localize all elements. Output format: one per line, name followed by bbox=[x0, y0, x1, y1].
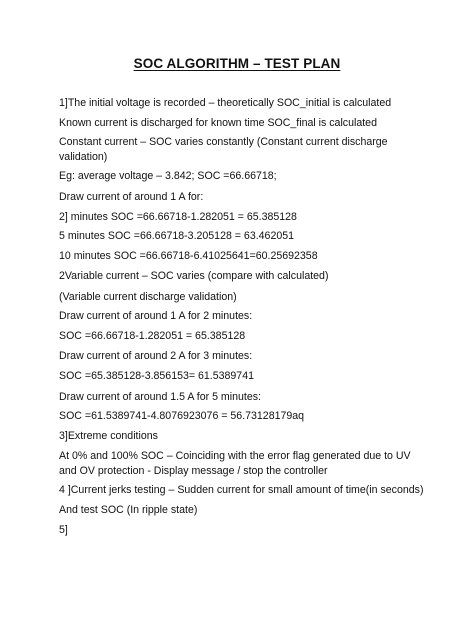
text-line: SOC =61.5389741-4.8076923076 = 56.73128179aq bbox=[59, 410, 305, 422]
text-line: 5 minutes SOC =66.66718-3.205128 = 63.462051 bbox=[59, 230, 295, 242]
text-line: 1]The initial voltage is recorded – theoretically SOC_initial is calculated bbox=[59, 97, 392, 109]
text-line: 2] minutes SOC =66.66718-1.282051 = 65.385128 bbox=[59, 211, 297, 223]
text-line: Constant current – SOC varies constantly (Constant current discharge validation) bbox=[59, 136, 388, 163]
text-line: 10 minutes SOC =66.66718-6.41025641=60.25692358 bbox=[59, 250, 318, 262]
text-line: (Variable current discharge validation) bbox=[59, 291, 237, 303]
text-line: Draw current of around 2 A for 3 minutes: bbox=[59, 350, 253, 362]
text-line: 5] bbox=[59, 524, 68, 536]
text-line: 4 ]Current jerks testing – Sudden current for small amount of time(in seconds) bbox=[59, 484, 424, 496]
text-line: 2Variable current – SOC varies (compare with calculated) bbox=[59, 270, 329, 282]
text-line: And test SOC (In ripple state) bbox=[59, 504, 198, 516]
text-line: SOC =65.385128-3.856153= 61.5389741 bbox=[59, 370, 254, 382]
text-line: Known current is discharged for known time SOC_final is calculated bbox=[59, 117, 377, 129]
text-line: 3]Extreme conditions bbox=[59, 430, 158, 442]
page-title: SOC ALGORITHM – TEST PLAN bbox=[133, 56, 341, 71]
text-line: Draw current of around 1.5 A for 5 minutes: bbox=[59, 391, 261, 403]
text-line: Eg: average voltage – 3.842; SOC =66.66718; bbox=[59, 170, 277, 182]
text-line: Draw current of around 1 A for: bbox=[59, 191, 204, 203]
text-line: At 0% and 100% SOC – Coinciding with the error flag generated due to UV and OV protection - Display message / stop the controller bbox=[59, 450, 411, 477]
text-line: SOC =66.66718-1.282051 = 65.385128 bbox=[59, 330, 246, 342]
text-line: Draw current of around 1 A for 2 minutes: bbox=[59, 310, 253, 322]
